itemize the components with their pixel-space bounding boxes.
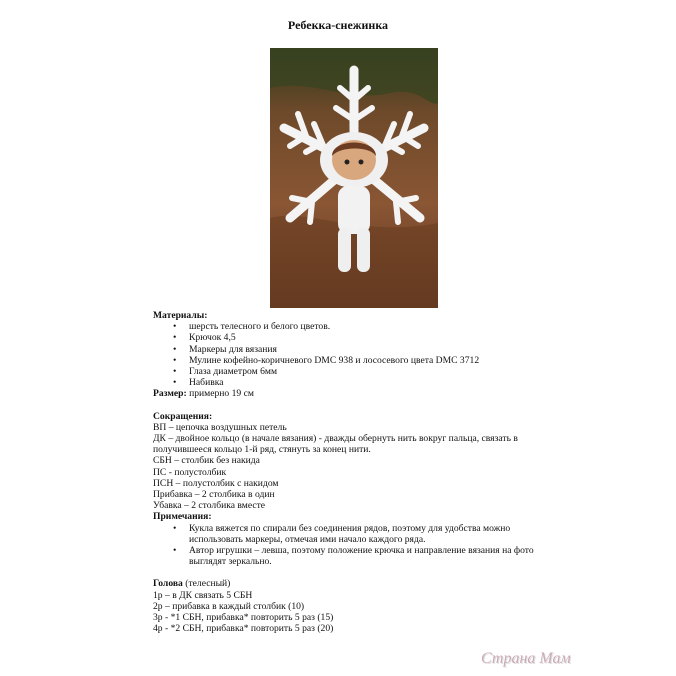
head-section-title	[153, 578, 553, 589]
list-item: • шерсть телесного и белого цветов.	[183, 321, 553, 332]
abbr-item: ДК – двойное кольцо (в начале вязания) - дважды обернуть нить вокруг пальца, связать в получившееся кольцо 1-й ряд, стянуть за конец нити.	[153, 433, 518, 456]
abbr-item: ВП – цепочка воздушных петель	[153, 421, 287, 433]
materials-heading: Материалы:	[153, 310, 208, 321]
abbr-item: ПСН – полустолбик с накидом	[153, 477, 279, 489]
watermark: Страна Мам	[481, 650, 571, 667]
list-item: • Набивка	[183, 377, 553, 388]
list-item: • Кукла вяжется по спирали без соединения рядов, поэтому для удобства можно использовать маркеры, отмечая ими начало каждого ряда.	[183, 523, 553, 545]
size-line	[153, 388, 553, 399]
row-item: 2р – прибавка в каждый столбик (10)	[153, 600, 305, 612]
row-item: 3р - *1 СБН, прибавка* повторить 5 раз (15)	[153, 612, 334, 624]
materials-list	[153, 321, 553, 388]
size-value: примерно 19 см	[186, 388, 254, 400]
head-label: Голова	[153, 578, 183, 590]
list-item: • Мулине кофейно-коричневого DMC 938 и лососевого цвета DMC 3712	[183, 355, 553, 366]
abbr-item: Убавка – 2 столбика вместе	[153, 500, 266, 512]
abbr-item: Прибавка – 2 столбика в один	[153, 489, 275, 501]
notes-list	[153, 523, 553, 568]
doll-photo	[270, 48, 438, 308]
list-item: • Автор игрушки – левша, поэтому положение крючка и направление вязания на фото выглядят зеркально.	[183, 545, 553, 567]
row-item: 1р – в ДК связать 5 СБН	[153, 589, 253, 601]
abbr-item: ПС - полустолбик	[153, 466, 227, 478]
list-item: • Маркеры для вязания	[183, 344, 553, 355]
size-label: Размер:	[153, 388, 187, 400]
page-title: Ребекка-снежинка	[287, 18, 389, 32]
abbr-heading: Сокращения:	[153, 410, 213, 422]
pattern-text	[153, 310, 553, 634]
notes-heading: Примечания:	[153, 511, 212, 523]
abbr-item: СБН – столбик без накида	[153, 455, 260, 467]
row-item: 4р - *2 СБН, прибавка* повторить 5 раз (20)	[153, 623, 334, 635]
list-item: • Глаза диаметром 6мм	[183, 366, 553, 377]
head-sub: (телесный)	[182, 578, 231, 590]
list-item: • Крючок 4,5	[183, 332, 553, 343]
